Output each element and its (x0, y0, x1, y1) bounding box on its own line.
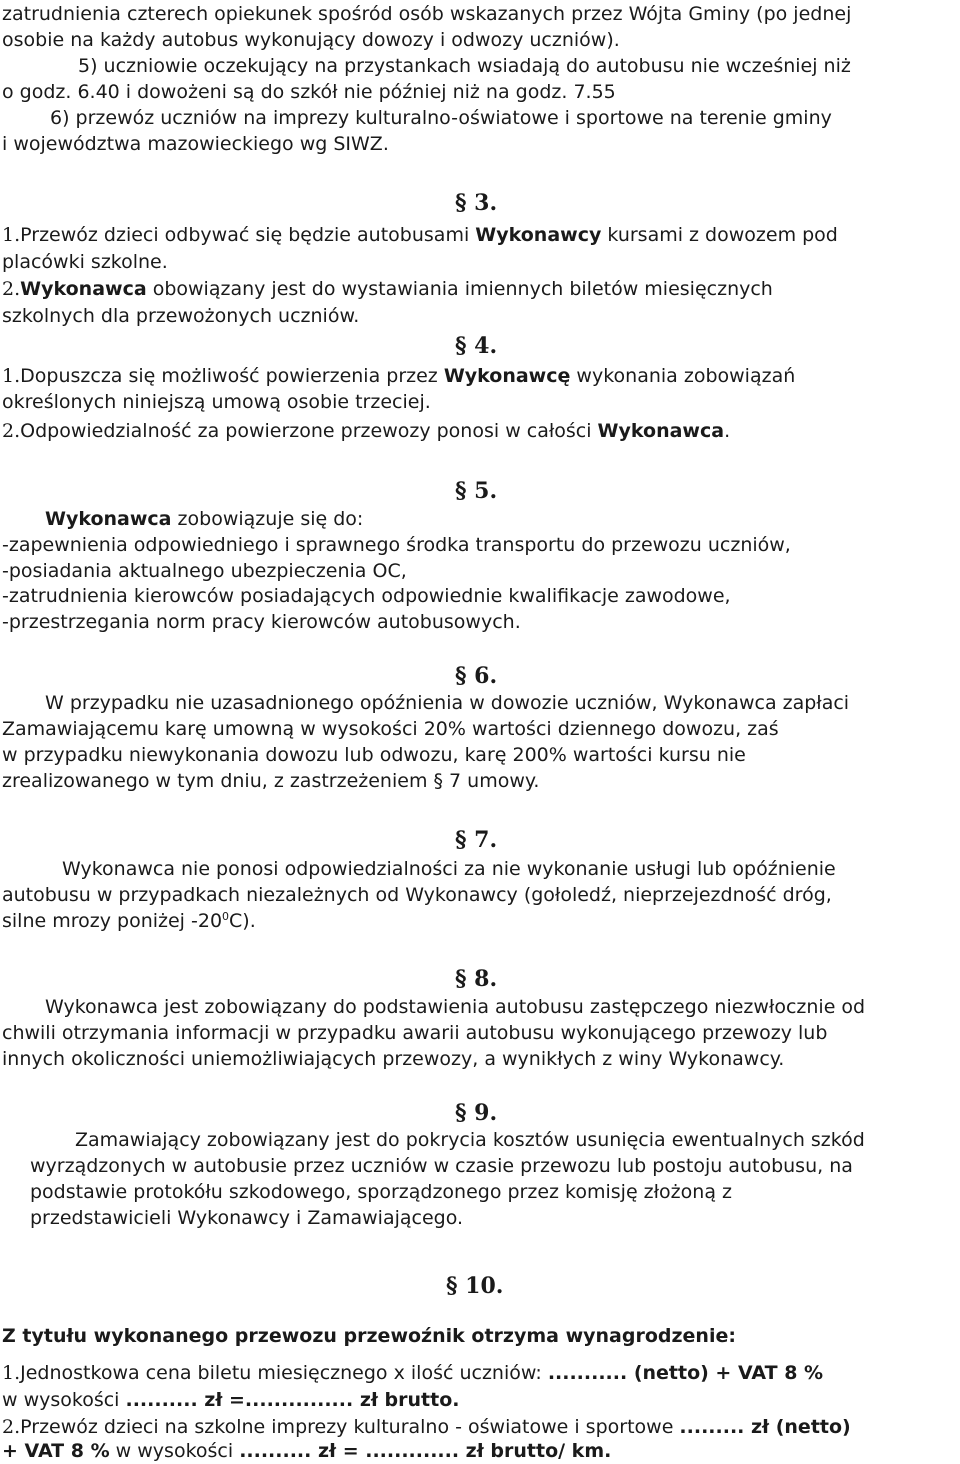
section-6-line: W przypadku nie uzasadnionego opóźnienia w dowozie uczniów, Wykonawca zapłaci (45, 692, 850, 714)
section-7-line-3 (2, 912, 256, 931)
price-blank: .......... zł =............... zł brutto. (125, 1389, 460, 1411)
section-4-point-1 (2, 367, 795, 386)
section-5-item: -zapewnienia odpowiedniego i sprawnego środka transportu do przewozu uczniów, (2, 534, 791, 556)
line-text: silne mrozy poniżej -20 (2, 910, 223, 932)
section-9-line: Zamawiający zobowiązany jest do pokrycia kosztów usunięcia ewentualnych szkód (75, 1129, 865, 1151)
section-4-heading: § 4. (455, 333, 498, 359)
section-6-line: w przypadku niewykonania dowozu lub odwozu, karę 200% wartości kursu nie (2, 744, 746, 766)
price-blank: ........... (netto) + VAT 8 % (547, 1362, 824, 1384)
section-3-point-2 (2, 280, 773, 299)
bold-term: Wykonawca (20, 278, 147, 300)
point-text: Przewóz dzieci odbywać się będzie autobusami (20, 224, 476, 246)
point-text: Dopuszcza się możliwość powierzenia przez (20, 365, 444, 387)
section-7-heading: § 7. (455, 827, 498, 853)
section-6-line: Zamawiającemu karę umowną w wysokości 20% wartości dziennego dowozu, zaś (2, 718, 779, 740)
price-blank: .......... zł = ............. zł brutto/ km. (239, 1440, 612, 1462)
intro-item-5-line-2: o godz. 6.40 i dowożeni są do szkół nie później niż na godz. 7.55 (2, 81, 616, 103)
section-9-line: podstawie protokółu szkodowego, sporządzonego przez komisję złożoną z (30, 1181, 732, 1203)
title-text: Z tytułu wykonanego przewozu przewoźnik otrzyma wynagrodzenie: (2, 1325, 736, 1347)
section-10-point-2-cont (2, 1442, 611, 1461)
section-8-line: innych okoliczności uniemożliwiających przewozy, a wynikłych z winy Wykonawcy. (2, 1048, 785, 1070)
section-10-point-1 (2, 1364, 823, 1383)
section-3-point-1 (2, 226, 838, 245)
bold-term: Wykonawca (45, 508, 172, 530)
line-text-end: C). (229, 910, 256, 932)
section-8-line: chwili otrzymania informacji w przypadku awarii autobusu wykonującego przewozy lub (2, 1022, 828, 1044)
section-5-heading: § 5. (455, 478, 498, 504)
section-6-heading: § 6. (455, 663, 498, 689)
point-text: obowiązany jest do wystawiania imiennych biletów miesięcznych (146, 278, 773, 300)
section-9-line: przedstawicieli Wykonawcy i Zamawiającego. (30, 1207, 464, 1229)
bold-term: Wykonawcy (475, 224, 602, 246)
section-5-lead (45, 510, 363, 529)
section-7-line-1: Wykonawca nie ponosi odpowiedzialności za nie wykonanie usługi lub opóźnienie (62, 858, 836, 880)
point-text: Odpowiedzialność za powierzone przewozy ponosi w całości (20, 420, 598, 442)
intro-item-5-line-1: 5) uczniowie oczekujący na przystankach wsiadają do autobusu nie wcześniej niż (78, 55, 851, 77)
section-3-point-2-cont: szkolnych dla przewożonych uczniów. (2, 305, 360, 327)
lead-text: zobowiązuje się do: (171, 508, 364, 530)
point-number: 2. (2, 420, 21, 442)
point-number: 1. (2, 1362, 21, 1384)
section-7-line-2: autobusu w przypadkach niezależnych od Wykonawcy (gołoledź, nieprzejezdność dróg, (2, 884, 832, 906)
section-5-item: -posiadania aktualnego ubezpieczenia OC, (2, 560, 407, 582)
section-5-item: -przestrzegania norm pracy kierowców autobusowych. (2, 611, 521, 633)
section-3-point-1-cont: placówki szkolne. (2, 251, 168, 273)
price-blank: ......... zł (netto) (679, 1416, 851, 1438)
punctuation: . (724, 420, 731, 442)
intro-item-6-line-2: i województwa mazowieckiego wg SIWZ. (2, 133, 389, 155)
point-text: Jednostkowa cena biletu miesięcznego x ilość uczniów: (20, 1362, 548, 1384)
intro-line-1: zatrudnienia czterech opiekunek spośród osób wskazanych przez Wójta Gminy (po jednej (2, 3, 852, 25)
point-text: w wysokości (2, 1389, 126, 1411)
point-text: Przewóz dzieci na szkolne imprezy kulturalno - oświatowe i sportowe (20, 1416, 680, 1438)
section-9-heading: § 9. (455, 1100, 498, 1126)
intro-line-2: osobie na każdy autobus wykonujący dowozy i odwozy uczniów). (2, 29, 620, 51)
point-number: 2. (2, 278, 21, 300)
section-3-heading: § 3. (455, 190, 498, 216)
section-6-line: zrealizowanego w tym dniu, z zastrzeżeniem § 7 umowy. (2, 770, 540, 792)
section-4-point-2 (2, 422, 730, 441)
point-number: 2. (2, 1416, 21, 1438)
section-10-title (2, 1327, 736, 1346)
bold-term: Wykonawcę (443, 365, 571, 387)
section-8-heading: § 8. (455, 966, 498, 992)
point-text: w wysokości (109, 1440, 240, 1462)
point-number: 1. (2, 365, 21, 387)
section-10-point-2 (2, 1418, 851, 1437)
bold-term: Wykonawca (597, 420, 725, 442)
section-5-item: -zatrudnienia kierowców posiadających odpowiednie kwalifikacje zawodowe, (2, 585, 731, 607)
section-4-point-1-cont: określonych niniejszą umową osobie trzeciej. (2, 391, 431, 413)
section-10-heading: § 10. (446, 1273, 504, 1299)
point-text-cont: kursami z dowozem pod (601, 224, 838, 246)
section-9-line: wyrządzonych w autobusie przez uczniów w czasie przewozu lub postoju autobusu, na (30, 1155, 853, 1177)
degree-superscript: 0 (222, 910, 230, 923)
section-10-point-1-cont (2, 1391, 459, 1410)
section-8-line: Wykonawca jest zobowiązany do podstawienia autobusu zastępczego niezwłocznie od (45, 996, 866, 1018)
vat-label: + VAT 8 % (2, 1440, 110, 1462)
point-text-cont: wykonania zobowiązań (570, 365, 796, 387)
intro-item-6-line-1: 6) przewóz uczniów na imprezy kulturalno-oświatowe i sportowe na terenie gminy (50, 107, 832, 129)
point-number: 1. (2, 224, 21, 246)
